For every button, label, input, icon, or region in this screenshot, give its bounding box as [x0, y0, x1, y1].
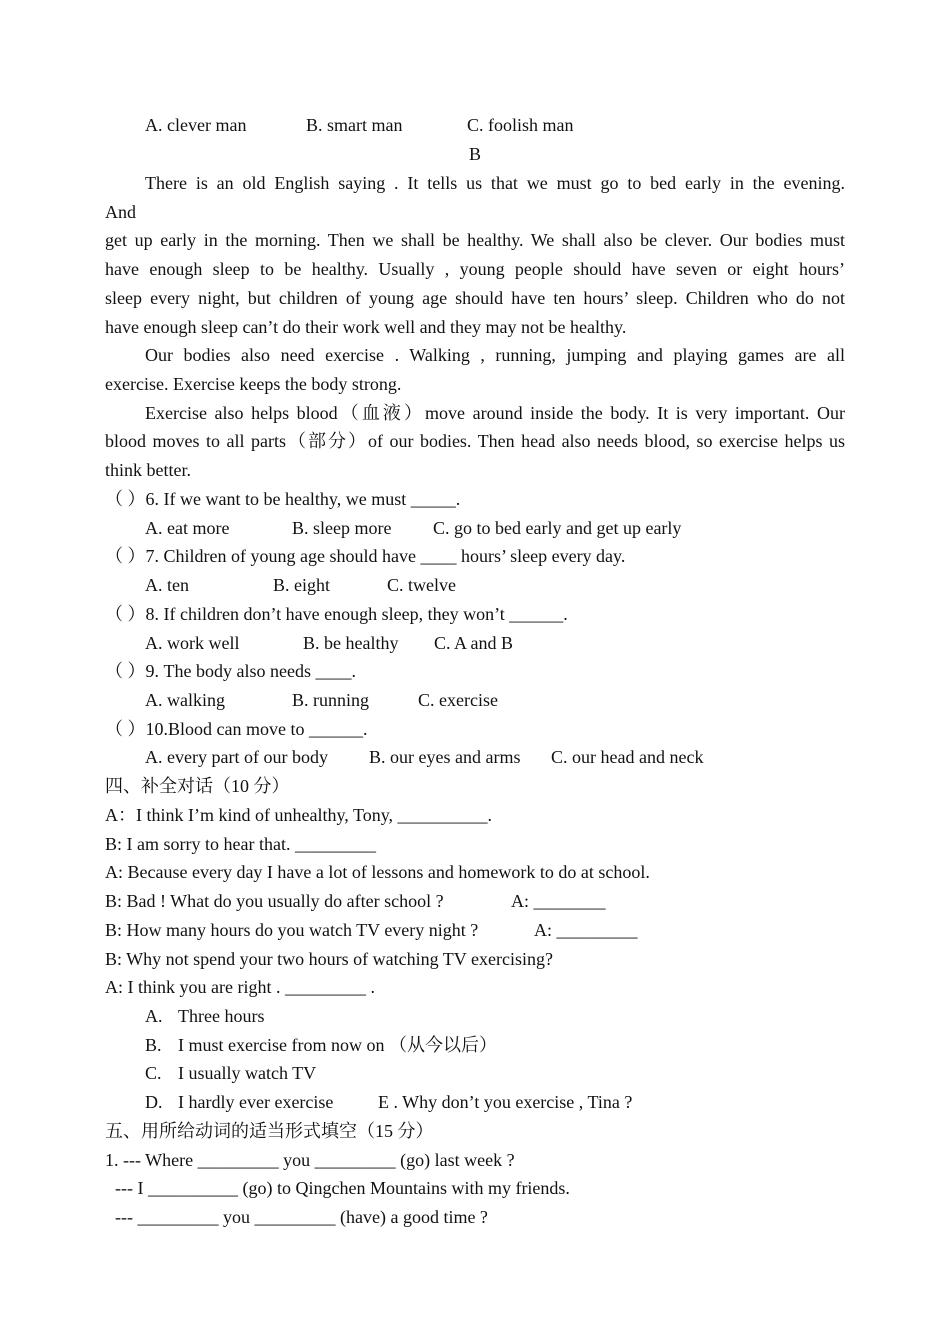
question-6-option-a: A. eat more	[145, 518, 230, 538]
dialogue-line: B: Why not spend your two hours of watching TV exercising?	[105, 949, 553, 969]
dialogue-option-text: I usually watch TV	[178, 1063, 317, 1083]
passage-line: And	[105, 202, 136, 222]
question-8-stem: （ ）8. If children don’t have enough sleep, they won’t ______.	[105, 604, 568, 624]
dialogue-option-letter: C.	[145, 1063, 162, 1083]
question-7-option-a: A. ten	[145, 575, 189, 595]
question-7-option-c: C. twelve	[387, 575, 456, 595]
question-9-option-b: B. running	[292, 690, 370, 710]
passage-line: Our bodies also need exercise . Walking , running, jumping and playing games are all	[145, 345, 845, 365]
passage-line: blood moves to all parts（部分）of our bodies. Then head also needs blood, so exercise helps us	[105, 431, 845, 451]
dialogue-option-text: Three hours	[178, 1006, 265, 1026]
passage-line: There is an old English saying . It tells us that we must go to bed early in the evening.	[145, 173, 845, 193]
question-6-option-b: B. sleep more	[292, 518, 392, 538]
dialogue-option-e: E . Why don’t you exercise , Tina ?	[378, 1092, 633, 1112]
dialogue-line: A: Because every day I have a lot of lessons and homework to do at school.	[105, 862, 650, 882]
passage-heading: B	[468, 144, 481, 164]
dialogue-line: B: How many hours do you watch TV every night ?	[105, 920, 479, 940]
question-8-option-b: B. be healthy	[303, 633, 399, 653]
dialogue-option-letter: D.	[145, 1092, 163, 1112]
passage-line: sleep every night, but children of young age should have ten hours’ sleep. Children who do not	[105, 288, 845, 308]
q5-option-a: A. clever man	[145, 115, 247, 135]
dialogue-line: A: ________	[511, 891, 606, 911]
dialogue-line: B: I am sorry to hear that. _________	[105, 834, 376, 854]
passage-line: think better.	[105, 460, 191, 480]
question-6-stem: （ ）6. If we want to be healthy, we must _____.	[105, 489, 461, 509]
dialogue-line: A：I think I’m kind of unhealthy, Tony, __________.	[105, 805, 493, 825]
question-10-option-c: C. our head and neck	[551, 747, 704, 767]
question-9-stem: （ ）9. The body also needs ____.	[105, 661, 356, 681]
question-10-option-a: A. every part of our body	[145, 747, 328, 767]
dialogue-option-letter: B.	[145, 1035, 162, 1055]
question-8-option-a: A. work well	[145, 633, 240, 653]
fill-in-line: --- _________ you _________ (have) a good time ?	[115, 1207, 488, 1227]
dialogue-option-letter: A.	[145, 1006, 163, 1026]
question-6-option-c: C. go to bed early and get up early	[433, 518, 682, 538]
dialogue-line: A: I think you are right . _________ .	[105, 977, 375, 997]
dialogue-line: B: Bad ! What do you usually do after school ?	[105, 891, 444, 911]
question-7-stem: （ ）7. Children of young age should have ____ hours’ sleep every day.	[105, 546, 626, 566]
passage-line: have enough sleep to be healthy. Usually , young people should have seven or eight hours’	[105, 259, 845, 279]
question-10-stem: （ ）10.Blood can move to ______.	[105, 719, 368, 739]
dialogue-option-text: I hardly ever exercise	[178, 1092, 334, 1112]
q5-option-c: C. foolish man	[467, 115, 574, 135]
question-9-option-a: A. walking	[145, 690, 225, 710]
fill-in-line: --- I __________ (go) to Qingchen Mountains with my friends.	[115, 1178, 570, 1198]
question-9-option-c: C. exercise	[418, 690, 498, 710]
question-7-option-b: B. eight	[273, 575, 330, 595]
question-10-option-b: B. our eyes and arms	[369, 747, 521, 767]
passage-line: have enough sleep can’t do their work well and they may not be healthy.	[105, 317, 627, 337]
section-5-title: 五、用所给动词的适当形式填空（15 分）	[105, 1121, 434, 1141]
dialogue-line: A: _________	[534, 920, 638, 940]
fill-in-line: 1. --- Where _________ you _________ (go) last week ?	[105, 1150, 515, 1170]
dialogue-option-text: I must exercise from now on （从今以后）	[178, 1035, 497, 1055]
question-8-option-c: C. A and B	[434, 633, 514, 653]
q5-option-b: B. smart man	[306, 115, 403, 135]
passage-line: exercise. Exercise keeps the body strong.	[105, 374, 402, 394]
section-4-title: 四、补全对话（10 分）	[105, 776, 290, 796]
passage-line: get up early in the morning. Then we shall be healthy. We shall also be clever. Our bodies must	[105, 230, 845, 250]
passage-line: Exercise also helps blood（血液）move around inside the body. It is very important. Our	[145, 403, 845, 423]
